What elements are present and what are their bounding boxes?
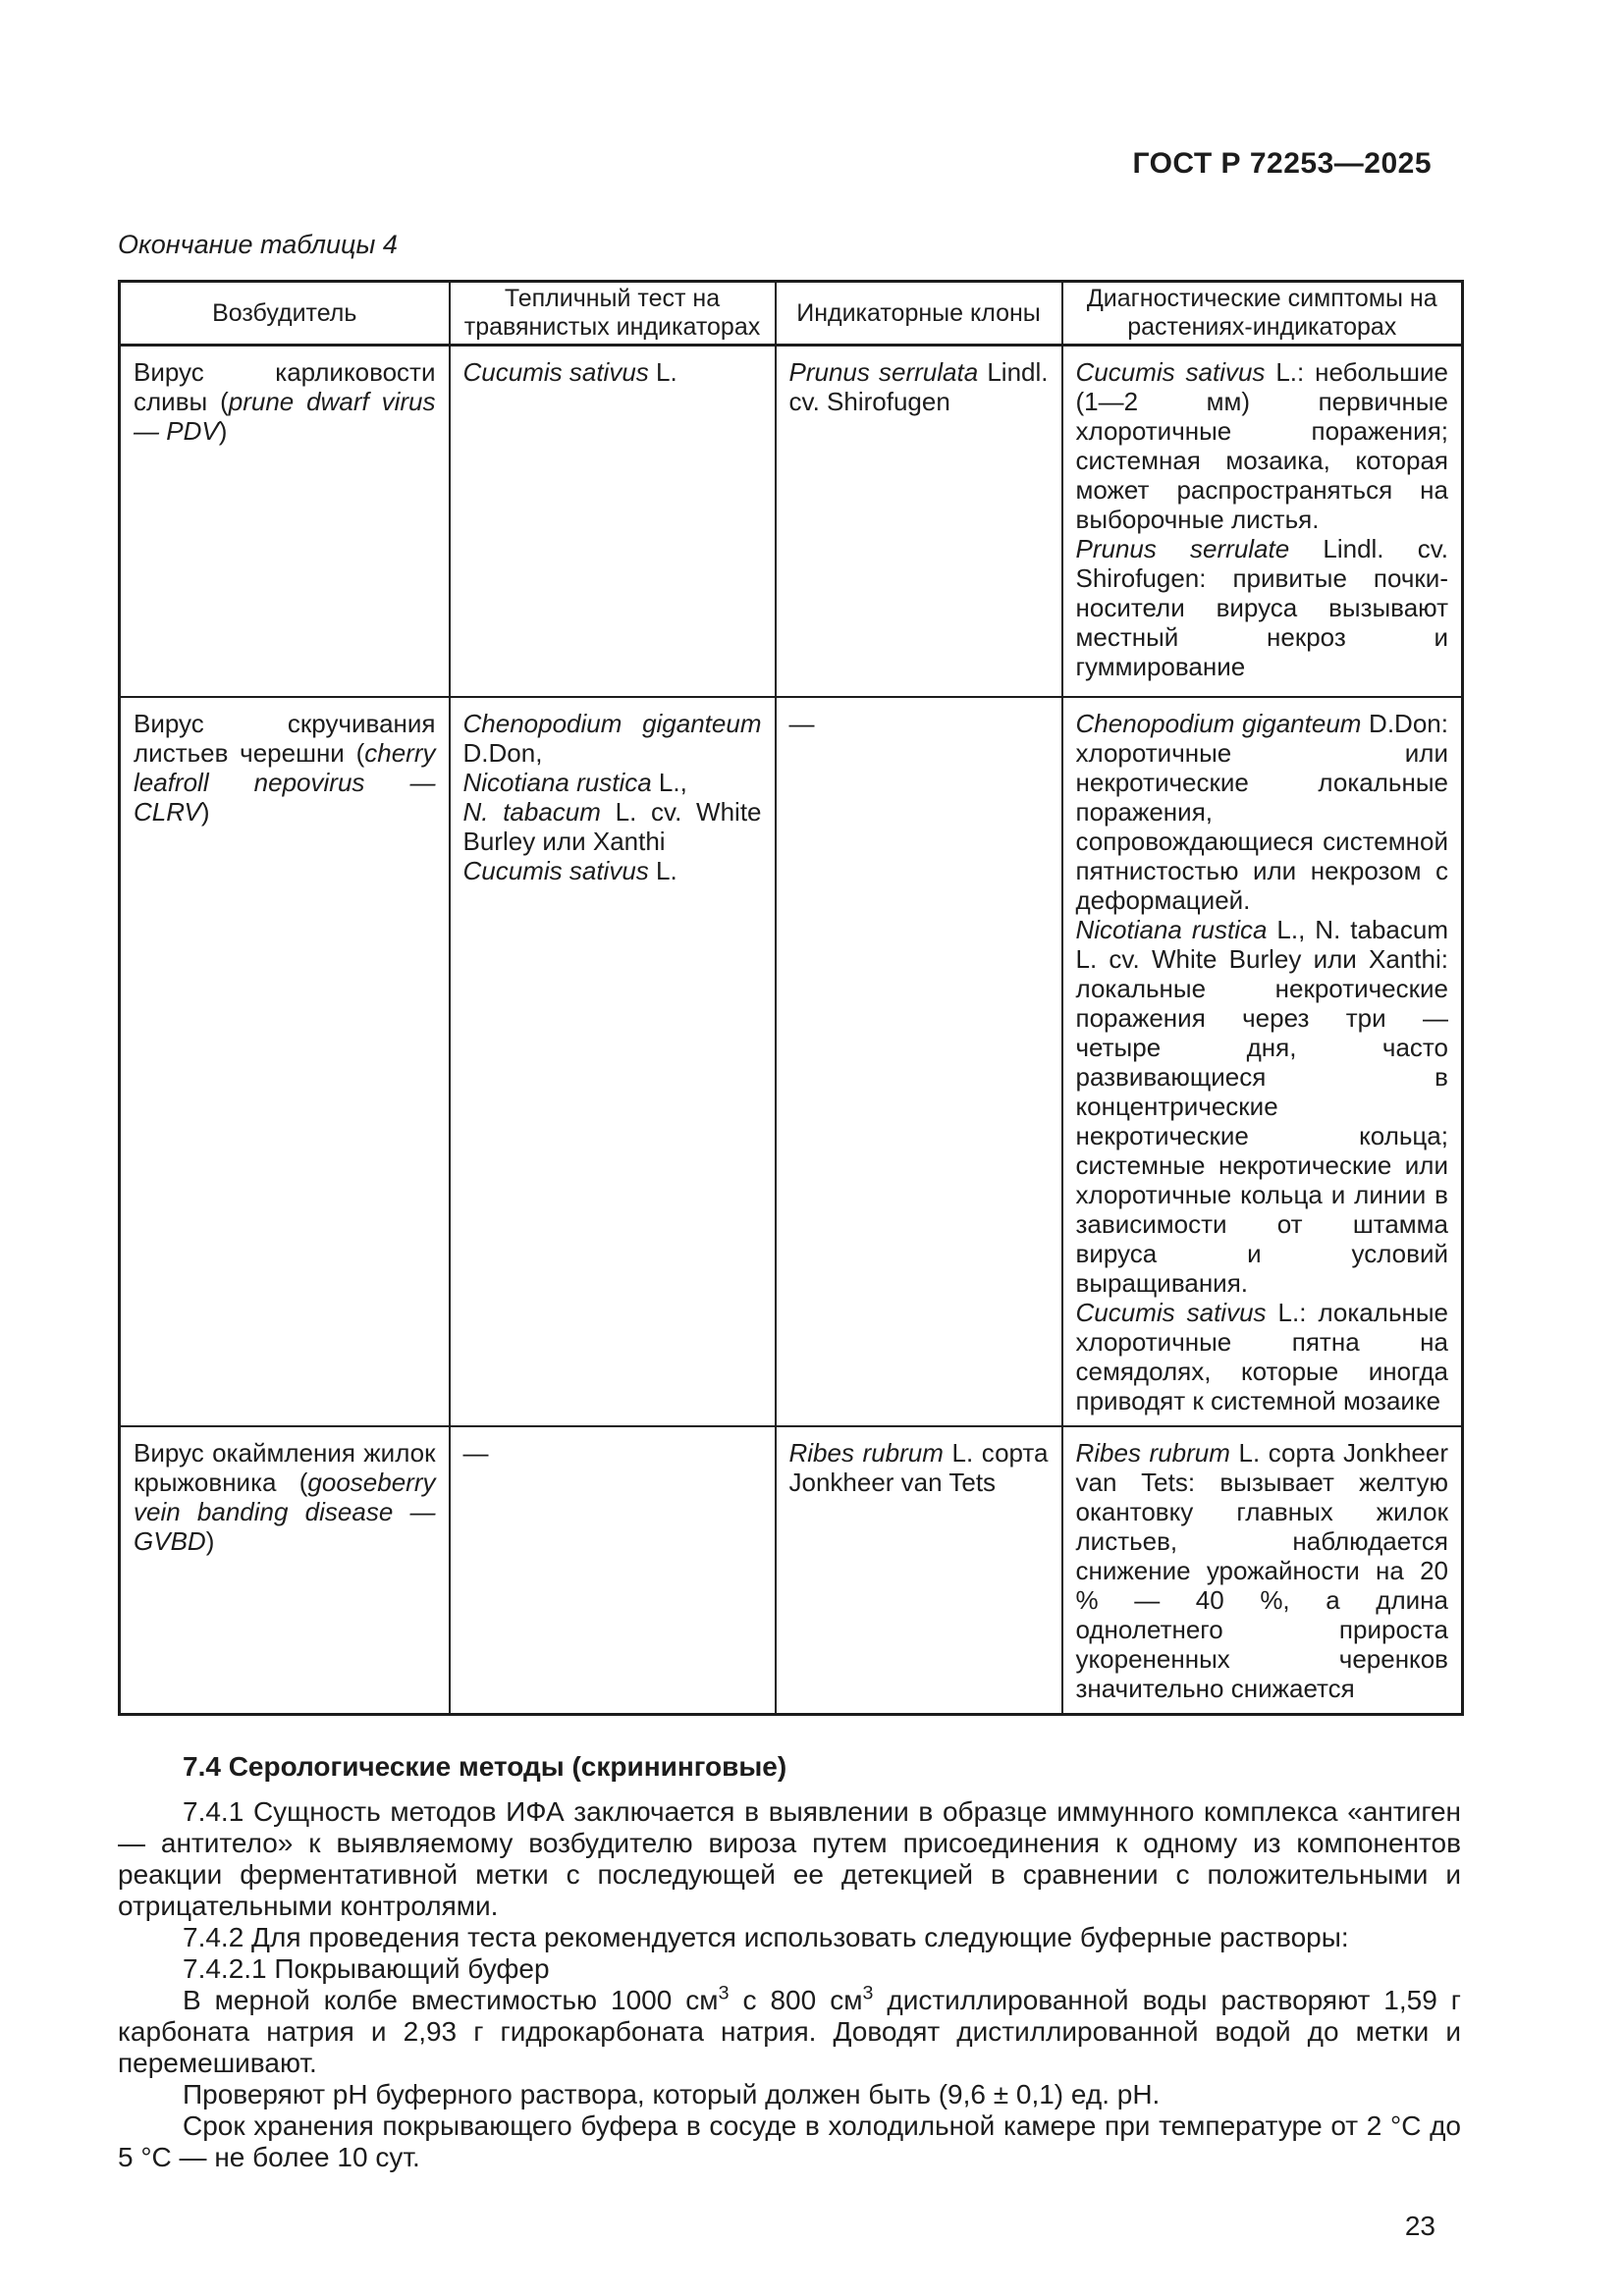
section-heading: 7.4 Серологические методы (скрининговые) [183, 1750, 787, 1782]
cell-greenhouse-test: Cucumis sativus L. [450, 346, 776, 697]
column-header-greenhouse-test: Тепличный тест на травянистых индикаторах [450, 282, 776, 346]
cell-diagnostic-symptoms: Cucumis sativus L.: небольшие (1—2 мм) первичные хлоротичные поражения; системная мозаика, которая может распространяться на выборочные листья. Prunus serrulate Lindl. cv. Shirofugen: привитые почки-носители вируса вызывают местный некроз и гуммирование [1062, 346, 1463, 697]
paragraph-ph-check: Проверяют рН буферного раствора, который должен быть (9,6 ± 0,1) ед. рН. [183, 2078, 1161, 2109]
cell-pathogen: Вирус скручивания листьев черешни (cherry leafroll nepovirus — CLRV) [120, 697, 450, 1426]
paragraph-buffer-preparation: В мерной колбе вместимостью 1000 $см^3$ с 800 $см^3$ дистиллированной воды растворяют 1,59 г карбоната натрия и 2,93 г гидрокарбоната натрия. Доводят дистиллированной водой до метки и перемешивают. [118, 1982, 1462, 2078]
paragraph-7-4-1: 7.4.1 Сущность методов ИФА заключается в выявлении в образце иммунного комплекса «антиген — антитело» к выявляемому возбудителю вироза путем присоединения к одному из компонентов реакции ферментативной метки с последующей ее детекцией в сравнении с положительными и отрицательными контролями. [118, 1795, 1461, 1921]
column-header-diagnostic-symptoms: Диагностические симптомы на растениях-индикаторах [1062, 282, 1463, 346]
standard-number: ГОСТ Р 72253—2025 [1132, 147, 1432, 180]
table-row [120, 697, 1463, 1426]
cell-indicator-clones: — [776, 697, 1062, 1426]
cell-diagnostic-symptoms: Chenopodium giganteum D.Don: хлоротичные или некротические локальные поражения, сопровождающиеся системной пятнистостью или некрозом с деформацией. Nicotiana rustica L., N. tabacum L. cv. White Burley или Xanthi: локальные некротические поражения через три — четыре дня, часто развивающиеся в концентрические некротические кольца; системные некротические или хлоротичные кольца и линии в зависимости от штамма вируса и условий выращивания. Cucumis sativus L.: локальные хлоротичные пятна на семядолях, которые иногда приводят к системной мозаике [1062, 697, 1463, 1426]
page-number: 23 [1404, 2210, 1435, 2241]
table-row [120, 346, 1463, 697]
cell-greenhouse-test: Chenopodium giganteum D.Don, Nicotiana rustica L., N. tabacum L. cv. White Burley или Xanthi Cucumis sativus L. [450, 697, 776, 1426]
page-content [118, 0, 1461, 2242]
cell-diagnostic-symptoms: Ribes rubrum L. сорта Jonkheer van Tets: вызывает желтую окантовку главных жилок листьев, наблюдается снижение урожайности на 20 % — 40 %, а длина однолетнего прироста укорененных черенков значительно снижается [1062, 1426, 1463, 1715]
cell-pathogen: Вирус карликовости сливы (prune dwarf virus — PDV) [120, 346, 450, 697]
paragraph-7-4-2-1: 7.4.2.1 Покрывающий буфер [183, 1952, 550, 1984]
cell-greenhouse-test: — [450, 1426, 776, 1715]
cell-indicator-clones: Ribes rubrum L. сорта Jonkheer van Tets [776, 1426, 1062, 1715]
table-header-row [120, 282, 1463, 346]
column-header-indicator-clones: Индикаторные клоны [776, 282, 1062, 346]
table-caption: Окончание таблицы 4 [118, 230, 398, 259]
table-row [120, 1426, 1463, 1715]
table-4-continued [118, 280, 1464, 1716]
paragraph-7-4-2: 7.4.2 Для проведения теста рекомендуется использовать следующие буферные растворы: [183, 1921, 1349, 1952]
column-header-pathogen: Возбудитель [120, 282, 450, 346]
paragraph-storage: Срок хранения покрывающего буфера в сосуде в холодильной камере при температуре от 2 °С до 5 °С — не более 10 сут. [118, 2109, 1461, 2172]
cell-indicator-clones: Prunus serrulata Lindl. cv. Shirofugen [776, 346, 1062, 697]
cell-pathogen: Вирус окаймления жилок крыжовника (gooseberry vein banding disease — GVBD) [120, 1426, 450, 1715]
section-7-4 [118, 1751, 1461, 2173]
